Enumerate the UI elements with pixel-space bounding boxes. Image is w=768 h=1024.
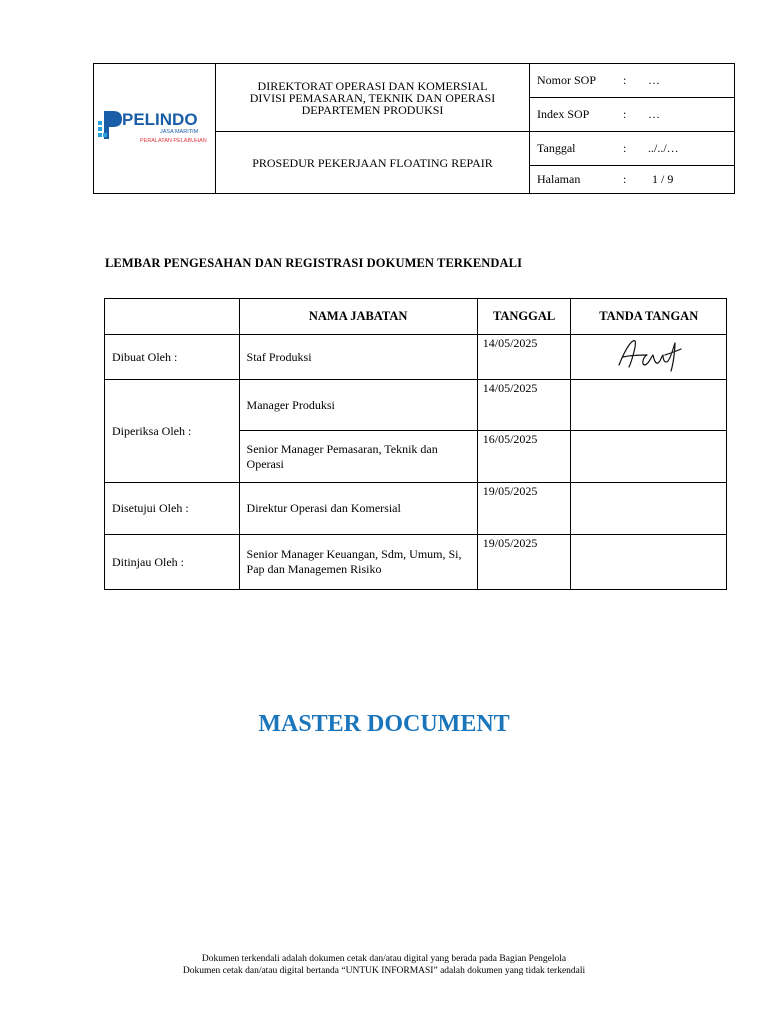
document-header <box>93 63 735 194</box>
meta-value: … <box>648 73 660 87</box>
signature-cell <box>571 335 727 380</box>
header-nama-jabatan: NAMA JABATAN <box>239 299 477 335</box>
master-document-watermark: MASTER DOCUMENT <box>258 711 510 737</box>
role-name: Senior Manager Keuangan, Sdm, Umum, Si, Pap dan Managemen Risiko <box>239 535 477 590</box>
row-label: Ditinjau Oleh : <box>105 535 240 590</box>
header-tanggal: TANGGAL <box>477 299 571 335</box>
approval-table <box>104 298 727 590</box>
approval-date: 19/05/2025 <box>477 483 571 535</box>
role-name: Direktur Operasi dan Komersial <box>239 483 477 535</box>
meta-label: Tanggal <box>537 141 576 155</box>
approval-header-row <box>105 299 727 335</box>
pelindo-logo <box>94 65 215 193</box>
meta-tanggal <box>530 132 734 166</box>
dept-line-2: DIVISI PEMASARAN, TEKNIK DAN OPERASI <box>249 90 496 105</box>
meta-cell-bottom <box>530 132 735 194</box>
meta-nomor-sop <box>530 64 734 98</box>
role-name: Manager Produksi <box>239 380 477 431</box>
section-title: LEMBAR PENGESAHAN DAN REGISTRASI DOKUMEN TERKENDALI <box>105 256 523 270</box>
meta-halaman <box>530 166 734 193</box>
header-blank <box>105 299 240 335</box>
footer-line-2: Dokumen cetak dan/atau digital bertanda “UNTUK INFORMASI” adalah dokumen yang tidak terkendali <box>182 966 586 976</box>
role-name: Senior Manager Pemasaran, Teknik dan Operasi <box>239 431 477 483</box>
logo-brand-text: PELINDO <box>122 109 198 129</box>
approval-date: 16/05/2025 <box>477 431 571 483</box>
signature-cell <box>571 535 727 590</box>
meta-index-sop <box>530 98 734 131</box>
meta-value: … <box>648 107 660 121</box>
meta-value: ../../… <box>648 141 679 155</box>
meta-label: Index SOP <box>537 107 590 121</box>
role-name: Staf Produksi <box>239 335 477 380</box>
header-tanda-tangan: TANDA TANGAN <box>571 299 727 335</box>
department-cell <box>216 64 530 132</box>
meta-colon: : <box>623 107 627 121</box>
table-row-disetujui <box>105 483 727 535</box>
row-label: Diperiksa Oleh : <box>105 380 240 483</box>
meta-cell-top <box>530 64 735 132</box>
procedure-title: PROSEDUR PEKERJAAN FLOATING REPAIR <box>216 132 530 194</box>
meta-colon: : <box>623 141 627 155</box>
signature-cell <box>571 380 727 431</box>
pelindo-logo-mark <box>98 107 212 147</box>
meta-colon: : <box>623 172 627 186</box>
dept-line-1: DIREKTORAT OPERASI DAN KOMERSIAL <box>257 78 488 93</box>
row-label: Dibuat Oleh : <box>105 335 240 380</box>
meta-value: 1 / 9 <box>652 172 674 186</box>
footer-note <box>0 953 768 977</box>
approval-date: 19/05/2025 <box>477 535 571 590</box>
table-row-ditinjau <box>105 535 727 590</box>
table-row-dibuat <box>105 335 727 380</box>
handwritten-signature <box>613 335 685 375</box>
logo-subtitle-text: PERALATAN PELABUHAN <box>140 137 207 144</box>
row-label: Disetujui Oleh : <box>105 483 240 535</box>
footer-line-1: Dokumen terkendali adalah dokumen cetak dan/atau digital yang berada pada Bagian Pengelola <box>201 954 567 964</box>
approval-date: 14/05/2025 <box>477 335 571 380</box>
meta-label: Halaman <box>537 172 581 186</box>
logo-tagline-text: JASA MARITIM <box>160 128 199 135</box>
dept-line-3: DEPARTEMEN PRODUKSI <box>301 102 444 117</box>
table-row-diperiksa-1 <box>105 380 727 431</box>
signature-cell <box>571 483 727 535</box>
approval-date: 14/05/2025 <box>477 380 571 431</box>
signature-cell <box>571 431 727 483</box>
logo-cell <box>94 64 216 194</box>
meta-colon: : <box>623 73 627 87</box>
meta-label: Nomor SOP <box>537 73 597 87</box>
